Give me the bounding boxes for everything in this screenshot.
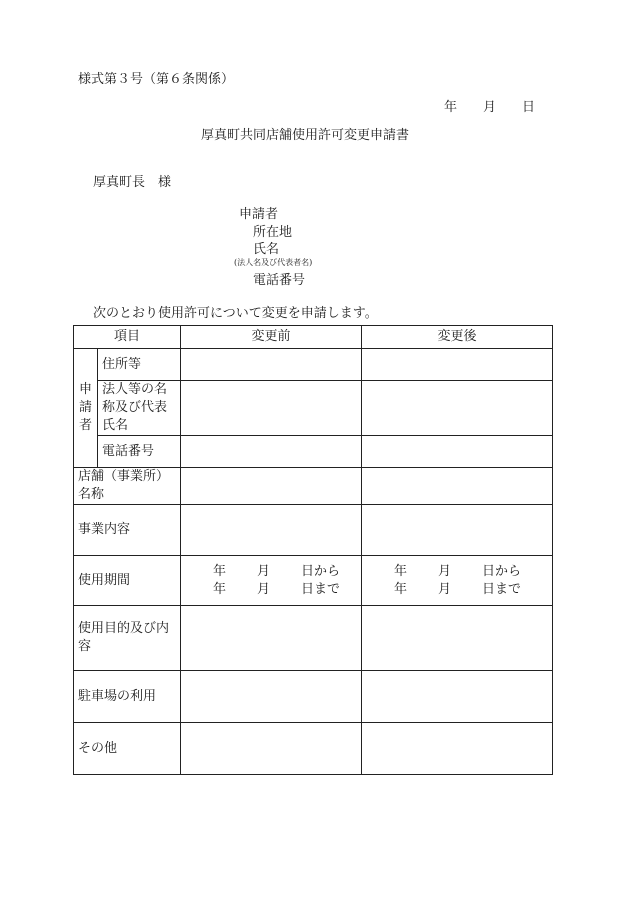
intro-text: 次のとおり使用許可について変更を申請します。 [93, 306, 378, 321]
period-after-lines [366, 563, 548, 599]
table-row [74, 723, 553, 775]
applicant-address-label: 所在地 [253, 225, 293, 240]
applicant-phone-label: 電話番号 [253, 273, 306, 288]
cell-after-other[interactable] [362, 723, 553, 775]
row-label-period: 使用期間 [74, 556, 181, 606]
header-after: 変更後 [362, 326, 553, 349]
table-row [74, 606, 553, 671]
cell-after-business[interactable] [362, 505, 553, 556]
cell-before-corp-name[interactable] [181, 381, 362, 436]
cell-after-purpose[interactable] [362, 606, 553, 671]
period-to-month: 月 [438, 581, 452, 597]
cell-after-corp-name[interactable] [362, 381, 553, 436]
period-from-month: 月 [257, 563, 271, 579]
date-year: 年 [444, 100, 458, 115]
table-row [74, 671, 553, 723]
cell-before-parking[interactable] [181, 671, 362, 723]
cell-before-business[interactable] [181, 505, 362, 556]
row-label-business: 事業内容 [74, 505, 181, 556]
table-row [74, 468, 553, 505]
period-from-day: 日から [301, 563, 341, 579]
applicant-name-note: (法人名及び代表者名) [234, 258, 313, 267]
period-from-year: 年 [394, 563, 408, 579]
table-row [74, 436, 553, 468]
cell-before-period[interactable] [181, 556, 362, 606]
table-row [74, 381, 553, 436]
date-day: 日 [522, 100, 536, 115]
change-request-table [73, 325, 553, 775]
row-label-store-name: 店舗（事業所）名称 [74, 468, 181, 505]
period-from-month: 月 [438, 563, 452, 579]
period-to-year: 年 [394, 581, 408, 597]
cell-after-store-name[interactable] [362, 468, 553, 505]
header-item: 項目 [74, 326, 181, 349]
period-before-lines [185, 563, 357, 599]
table-row [74, 556, 553, 606]
cell-after-parking[interactable] [362, 671, 553, 723]
period-to-day: 日まで [301, 581, 341, 597]
row-label-parking: 駐車場の利用 [74, 671, 181, 723]
row-label-corp-name: 法人等の名称及び代表氏名 [98, 381, 181, 436]
row-label-other: その他 [74, 723, 181, 775]
table-row [74, 349, 553, 381]
applicant-group-cell [74, 349, 98, 468]
period-to-month: 月 [257, 581, 271, 597]
cell-after-period[interactable] [362, 556, 553, 606]
row-label-phone: 電話番号 [98, 436, 181, 468]
cell-after-address[interactable] [362, 349, 553, 381]
cell-after-phone[interactable] [362, 436, 553, 468]
period-to-year: 年 [213, 581, 227, 597]
period-from-day: 日から [482, 563, 522, 579]
form-number: 様式第３号（第６条関係） [78, 72, 235, 87]
period-to-day: 日まで [482, 581, 522, 597]
applicant-group-label: 申請者 [79, 382, 93, 433]
cell-before-store-name[interactable] [181, 468, 362, 505]
applicant-label: 申請者 [239, 207, 279, 222]
row-label-address: 住所等 [98, 349, 181, 381]
addressee: 厚真町長 様 [93, 175, 172, 190]
row-label-purpose: 使用目的及び内容 [74, 606, 181, 671]
header-before: 変更前 [181, 326, 362, 349]
period-from-year: 年 [213, 563, 227, 579]
date-line [444, 96, 535, 115]
document-title: 厚真町共同店舗使用許可変更申請書 [201, 128, 410, 143]
table-row [74, 505, 553, 556]
cell-before-address[interactable] [181, 349, 362, 381]
applicant-name-label: 氏名 [253, 242, 280, 257]
cell-before-phone[interactable] [181, 436, 362, 468]
cell-before-other[interactable] [181, 723, 362, 775]
cell-before-purpose[interactable] [181, 606, 362, 671]
table-header-row [74, 326, 553, 349]
date-month: 月 [483, 100, 497, 115]
